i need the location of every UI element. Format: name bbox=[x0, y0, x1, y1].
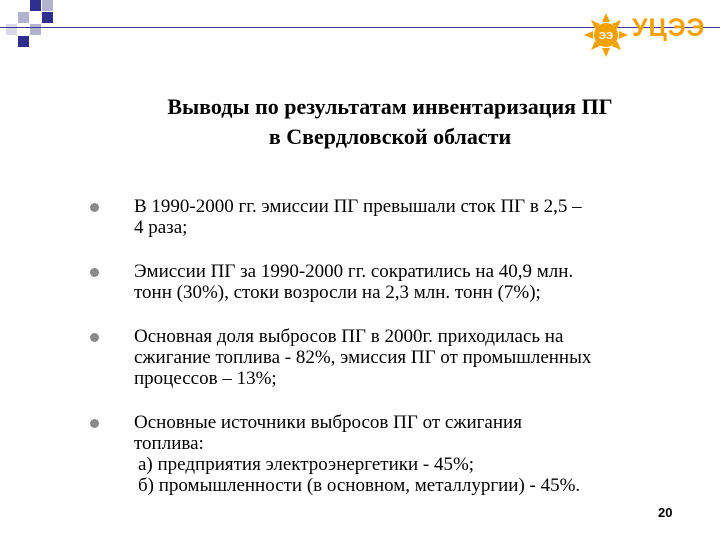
logo-text: УЦЭЭ bbox=[632, 14, 706, 42]
list-item: В 1990-2000 гг. эмиссии ПГ превышали сток ПГ в 2,5 – 4 раза; bbox=[90, 196, 700, 238]
sub-item: б) промышленности (в основном, металлургии) - 45%. bbox=[138, 475, 581, 496]
corner-square bbox=[30, 0, 41, 11]
title-line-2: в Свердловской области bbox=[268, 124, 512, 149]
corner-square bbox=[18, 12, 29, 23]
corner-square bbox=[42, 12, 53, 23]
bullet-icon bbox=[90, 333, 99, 342]
corner-square bbox=[18, 36, 29, 47]
bullet-icon bbox=[90, 203, 99, 212]
bullet-list bbox=[90, 196, 700, 496]
page-number: 20 bbox=[658, 505, 673, 520]
slide-title bbox=[80, 92, 700, 152]
corner-square bbox=[30, 24, 41, 35]
bullet-icon bbox=[90, 268, 99, 277]
corner-square bbox=[6, 24, 17, 35]
corner-square bbox=[42, 0, 53, 11]
logo-emblem-text: ЭЭ bbox=[598, 31, 614, 42]
list-item: Основная доля выбросов ПГ в 2000г. приходилась на сжигание топлива - 82%, эмиссия ПГ от промышленных процессов – 13%; bbox=[90, 326, 700, 389]
bullet-icon bbox=[90, 419, 99, 428]
sub-item: а) предприятия электроэнергетики - 45%; bbox=[138, 454, 475, 475]
list-item: Основные источники выбросов ПГ от сжигания топлива: а) предприятия электроэнергетики - 45%; б) промышленности (в основном, металлургии) - 45%. bbox=[90, 412, 700, 496]
list-item: Эмиссии ПГ за 1990-2000 гг. сократились на 40,9 млн. тонн (30%), стоки возросли на 2,3 млн. тонн (7%); bbox=[90, 261, 700, 303]
title-line-1: Выводы по результатам инвентаризация ПГ bbox=[167, 94, 613, 119]
